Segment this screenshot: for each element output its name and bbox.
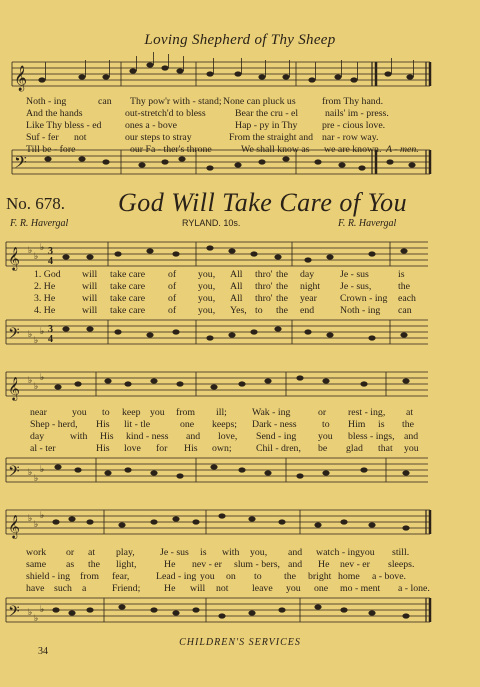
lyric-word: Suf - fer [26,132,59,143]
svg-text:𝄞: 𝄞 [8,514,20,538]
lyric-word: with [222,547,240,558]
verse-line [0,571,480,583]
lyric-word: None can pluck us [223,96,296,107]
lyric-word: keep [122,407,141,418]
lyric-word: thro' [255,269,273,280]
lyric-word: still. [392,547,410,558]
verse-line [0,269,480,281]
lyric-word: you [404,443,419,454]
lyric-word: will [82,281,98,292]
lyric-word: year [300,293,317,304]
lyric-word: Bear the cru - el [235,108,299,119]
svg-text:♭: ♭ [34,251,39,261]
verse-line [0,547,480,559]
hymn-credits [0,218,480,234]
system2-lyrics [0,407,480,455]
lyric-word: All [230,293,243,304]
lyric-word: love, [218,431,238,442]
lyric-word: take care [110,269,146,280]
lyric-word: light, [116,559,137,570]
svg-text:♭: ♭ [40,604,45,614]
lyric-word: and [186,431,201,442]
system1-lyrics [0,269,480,317]
svg-text:𝄢: 𝄢 [8,325,20,346]
lyric-word: the [276,269,288,280]
lyric-word: nev - er [340,559,370,570]
verse-line [0,419,480,431]
verse-line [0,431,480,443]
lyric-word: will [82,293,98,304]
prev-hymn-treble-staff [0,52,480,98]
lyric-word: take care [110,293,146,304]
svg-text:♭: ♭ [34,335,39,345]
lyric-word: Shep - herd, [30,419,78,430]
lyric-word: All [230,281,243,292]
lyric-word: the [276,305,288,316]
lyric-word: you, [250,547,268,558]
lyric-word: a - lone. [398,583,430,594]
hymn-title: God Will Take Care of You [118,188,408,217]
section-footer: CHILDREN'S SERVICES [179,637,301,648]
lyric-word: can [98,96,112,107]
lyric-word: of [168,281,177,292]
lyric-word: Like Thy bless - ed [26,120,102,131]
lyric-word: to [255,305,263,316]
svg-text:♭: ♭ [40,510,45,520]
lyric-word: will [82,269,98,280]
lyric-word: end [300,305,315,316]
svg-text:𝄢: 𝄢 [8,463,20,484]
lyric-word: mo - ment [340,583,381,594]
system2-bass-staff [0,452,480,492]
lyric-word: play, [116,547,135,558]
svg-text:♭: ♭ [34,381,39,391]
lyric-word: Noth - ing [340,305,381,316]
lyric-word: the [276,281,288,292]
lyric-word: near [30,407,47,418]
lyric-word: one [180,419,195,430]
lyric-word: you [150,407,165,418]
lyric-word: our Fa - ther's throne [130,144,212,155]
svg-text:♭: ♭ [40,326,45,336]
lyric-word: a - bove. [372,571,407,582]
svg-text:♭: ♭ [34,613,39,623]
lyric-word: pre - cious love. [322,120,386,131]
lyric-word: fear, [112,571,130,582]
lyric-word: the [284,571,296,582]
lyric-word: Wak - ing [252,407,291,418]
lyric-word: nails' im - press. [325,108,389,119]
lyric-word: 2. He [34,281,56,292]
lyric-word: al - ter [30,443,56,454]
lyric-word: Yes, [230,305,247,316]
lyric-word: as [66,559,75,570]
lyric-word: He [164,559,176,570]
svg-text:♭: ♭ [28,607,33,617]
lyric-word: Till be - fore [26,144,76,155]
lyric-word: will [190,583,206,594]
lyric-word: with [70,431,88,442]
lyric-word: you, [198,281,216,292]
svg-text:4: 4 [48,256,53,267]
lyric-word: of [168,293,177,304]
svg-text:♭: ♭ [40,464,45,474]
prev-lyric-line [0,96,480,108]
hymn-number: No. 678. [6,194,66,213]
lyric-word: or [318,407,327,418]
lyric-word: you, [198,305,216,316]
lyric-word: for [156,443,168,454]
svg-text:♭: ♭ [28,513,33,523]
lyric-word: Lead - ing [156,571,197,582]
lyric-word: you, [198,293,216,304]
system1-bass-staff [0,314,480,354]
lyric-word: lit - tle [124,419,151,430]
page-number: 34 [38,646,48,657]
author-right: F. R. Havergal [338,218,397,229]
lyric-word: have [26,583,45,594]
lyric-word: such [54,583,72,594]
lyric-word: of [168,269,177,280]
lyric-word: or [66,547,75,558]
lyric-word: you [286,583,301,594]
system3-bass-staff [0,592,480,632]
lyric-word: and [288,547,303,558]
lyric-word: out-stretch'd to bless [125,108,206,119]
lyric-word: And the hands [26,108,83,119]
lyric-word: 3. He [34,293,56,304]
lyric-word: Friend; [112,583,141,594]
lyric-word: bright [308,571,332,582]
lyric-word: of [168,305,177,316]
verse-line [0,281,480,293]
lyric-word: watch - ing [316,547,361,558]
verse-line [0,559,480,571]
lyric-word: thro' [255,281,273,292]
lyric-word: His [96,419,110,430]
lyric-word: slum - bers, [234,559,280,570]
lyric-word: you [318,431,333,442]
lyric-word: to [254,571,262,582]
lyric-word: Thy pow'r with - stand; [130,96,222,107]
lyric-word: 4. He [34,305,56,316]
lyric-word: you, [198,269,216,280]
lyric-word: is [200,547,207,558]
lyric-word: that [378,443,393,454]
lyric-word: Je - sus, [340,281,372,292]
lyric-word: Crown - ing [340,293,388,304]
lyric-word: each [398,293,416,304]
amen-label: A - men. [386,144,419,155]
lyric-word: is [378,419,385,430]
svg-text:𝄞: 𝄞 [14,66,28,91]
svg-text:4: 4 [48,334,53,345]
svg-text:♭: ♭ [28,245,33,255]
lyric-word: from [176,407,196,418]
lyric-word: not [216,583,229,594]
lyric-word: thro' [255,293,273,304]
prev-lyric-line [0,120,480,132]
lyric-word: night [300,281,321,292]
svg-text:𝄞: 𝄞 [8,376,20,400]
lyric-word: to [322,419,330,430]
system2-treble-staff [0,364,480,406]
lyric-word: can [398,305,412,316]
lyric-word: is [398,269,405,280]
lyric-word: work [26,547,47,558]
lyric-word: take care [110,305,146,316]
svg-text:♭: ♭ [28,375,33,385]
verse-line [0,293,480,305]
lyric-word: a [82,583,87,594]
lyric-word: Chil - dren, [256,443,301,454]
lyric-word: from [80,571,100,582]
lyric-word: He [318,559,330,570]
svg-text:♭: ♭ [34,519,39,529]
lyric-word: Dark - ness [252,419,297,430]
lyric-word: the [398,281,410,292]
lyric-word: ill; [216,407,227,418]
lyric-word: Send - ing [256,431,297,442]
prev-lyric-line [0,108,480,120]
svg-text:3: 3 [48,324,53,335]
author-left: F. R. Havergal [10,218,69,229]
lyric-word: kind - ness [126,431,169,442]
lyric-word: we are known. [324,144,382,155]
lyric-word: the [276,293,288,304]
prev-hymn-bass-staff [0,140,480,184]
lyric-word: ones a - bove [125,120,177,131]
lyric-word: love [124,443,141,454]
lyric-word: Hap - py in Thy [235,120,298,131]
system3-treble-staff [0,502,480,544]
svg-text:♭: ♭ [34,473,39,483]
lyric-word: you [72,407,87,418]
lyric-word: home [338,571,360,582]
lyric-word: shield - ing [26,571,71,582]
lyric-word: our steps to stray [125,132,192,143]
system3-lyrics [0,547,480,595]
verse-line [0,407,480,419]
lyric-word: Him [348,419,366,430]
lyric-word: keeps; [212,419,238,430]
svg-text:𝄞: 𝄞 [8,246,20,270]
svg-text:𝄢: 𝄢 [8,603,20,624]
lyric-word: on [226,571,236,582]
lyric-word: leave [252,583,273,594]
lyric-word: bless - ings, [348,431,395,442]
previous-hymn-title: Loving Shepherd of Thy Sheep [144,32,336,48]
lyric-word: Noth - ing [26,96,67,107]
lyric-word: glad [346,443,363,454]
lyric-word: nev - er [192,559,222,570]
lyric-word: All [230,269,243,280]
lyric-word: sleeps. [388,559,415,570]
lyric-word: nar - row way. [322,132,379,143]
lyric-word: His [96,443,110,454]
lyric-word: 1. God [34,269,61,280]
lyric-word: will [82,305,98,316]
lyric-word: and [404,431,419,442]
lyric-word: the [88,559,100,570]
lyric-word: His [184,443,198,454]
lyric-word: His [100,431,114,442]
lyric-word: take care [110,281,146,292]
svg-text:𝄢: 𝄢 [14,152,27,176]
lyric-word: We shall know as [241,144,310,155]
lyric-word: you [200,571,215,582]
lyric-word: day [30,431,45,442]
lyric-word: be [318,443,328,454]
lyric-word: one [314,583,329,594]
hymn-header [6,190,476,220]
svg-text:♭: ♭ [28,329,33,339]
lyric-word: From the straight and [229,132,314,143]
lyric-word: you [360,547,375,558]
svg-text:♭: ♭ [28,467,33,477]
lyric-word: same [26,559,47,570]
tune-name: RYLAND. 10s. [182,218,241,228]
svg-text:3: 3 [48,246,53,257]
lyric-word: Je - sus [160,547,189,558]
lyric-word: He [164,583,176,594]
lyric-word: Je - sus [340,269,369,280]
svg-text:♭: ♭ [40,242,45,252]
svg-text:♭: ♭ [40,372,45,382]
lyric-word: not [74,132,87,143]
lyric-word: at [406,407,414,418]
lyric-word: the [402,419,414,430]
lyric-word: and [288,559,303,570]
lyric-word: to [102,407,110,418]
lyric-word: from Thy hand. [322,96,384,107]
lyric-word: day [300,269,315,280]
lyric-word: rest - ing, [348,407,386,418]
lyric-word: own; [212,443,232,454]
lyric-word: at [88,547,96,558]
